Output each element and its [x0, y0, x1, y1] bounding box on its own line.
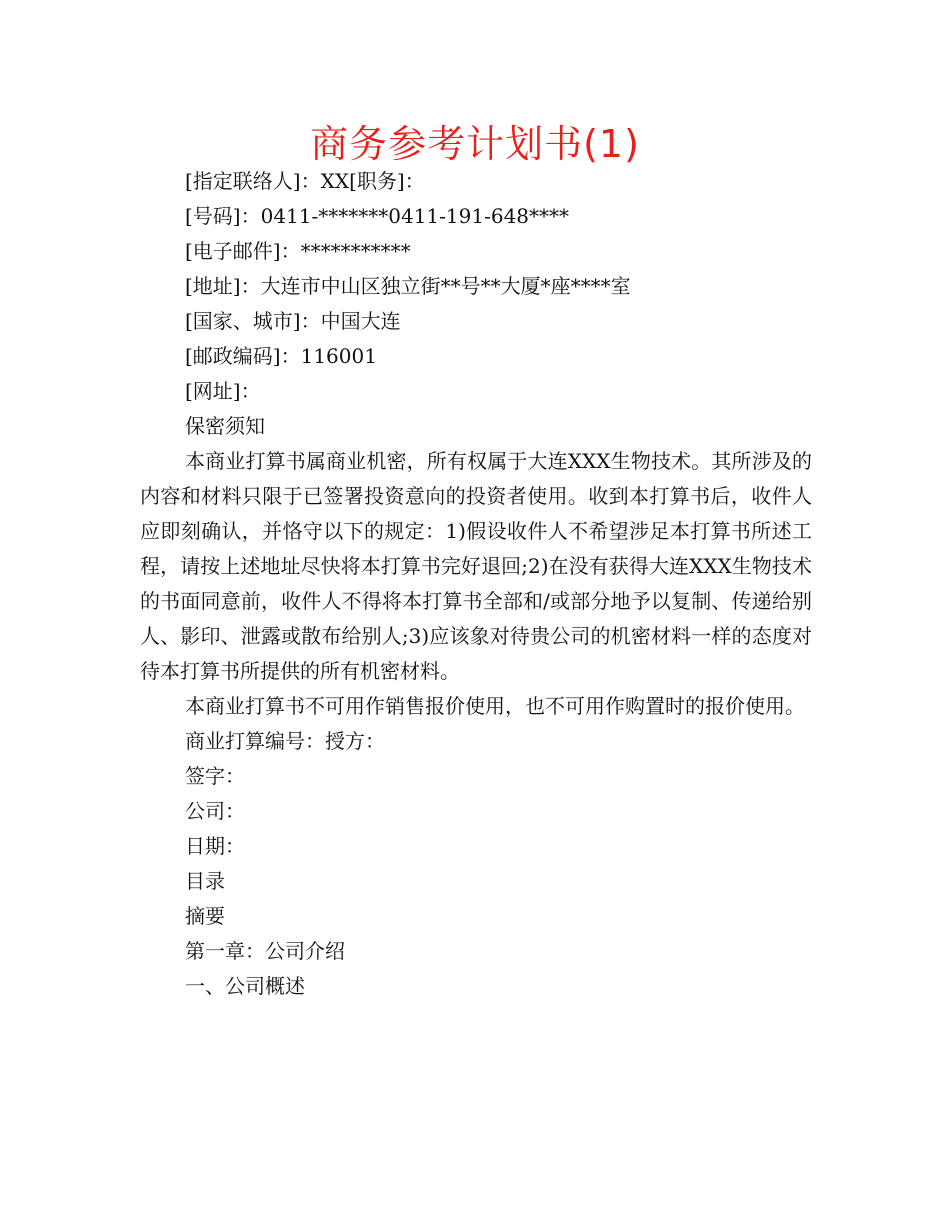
date-line: 日期： — [185, 834, 245, 858]
country-city-line: [国家、城市]：中国大连 — [185, 309, 401, 333]
plan-number-line: 商业打算编号：授方： — [185, 729, 385, 753]
confidential-heading: 保密须知 — [185, 414, 265, 438]
website-line: [网址]： — [185, 379, 261, 403]
document-body — [140, 164, 812, 1004]
toc-summary: 摘要 — [185, 904, 225, 928]
phone-line: [号码]：0411-*******0411-191-648**** — [185, 204, 570, 228]
email-line: [电子邮件]：*********** — [185, 239, 411, 263]
document-title: 商务参考计划书(1) — [310, 122, 640, 166]
confidential-paragraph-2: 本商业打算书不可用作销售报价使用，也不可用作购置时的报价使用。 — [185, 694, 805, 718]
contact-person-line: [指定联络人]：XX[职务]： — [185, 169, 425, 193]
confidential-paragraph-1: 本商业打算书属商业机密，所有权属于大连XXX生物技术。其所涉及的内容和材料只限于已签署投资意向的投资者使用。收到本打算书后，收件人应即刻确认，并恪守以下的规定：1)假设收件人不希望涉足本打算书所述工程，请按上述地址尽快将本打算书完好退回;2)在没有获得大连XXX生物技术的书面同意前，收件人不得将本打算书全部和/或部分地予以复制、传递给别人、影印、泄露或散布给别人;3)应该象对待贵公司的机密材料一样的态度对待本打算书所提供的所有机密材料。 — [140, 449, 812, 683]
company-line: 公司： — [185, 799, 245, 823]
postcode-line: [邮政编码]：116001 — [185, 344, 377, 368]
signature-line: 签字： — [185, 764, 245, 788]
toc-section-1: 一、公司概述 — [185, 974, 305, 998]
toc-heading: 目录 — [185, 869, 225, 893]
address-line: [地址]：大连市中山区独立街**号**大厦*座****室 — [185, 274, 631, 298]
toc-chapter-1: 第一章：公司介绍 — [185, 939, 345, 963]
